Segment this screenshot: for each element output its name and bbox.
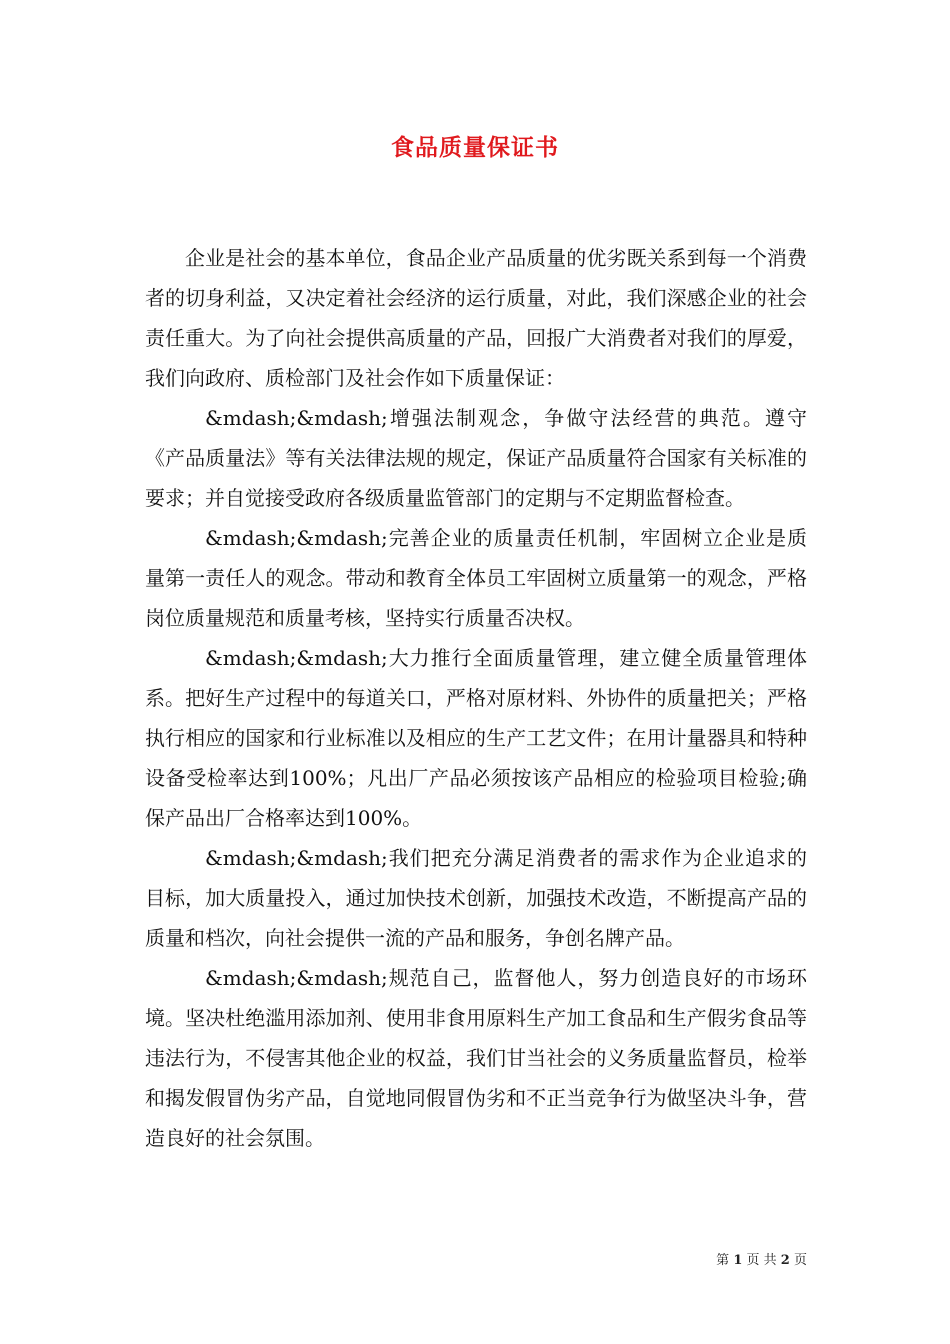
- document-title: 食品质量保证书: [391, 134, 559, 161]
- commitment-paragraph-5: &mdash;&mdash;规范自己，监督他人，努力创造良好的市场环境。坚决杜绝滥用添加剂、使用非食用原料生产加工食品和生产假劣食品等违法行为，不侵害其他企业的权益，我们甘当社会的义务质量监督员，检举和揭发假冒伪劣产品，自觉地同假冒伪劣和不正当竞争行为做坚决斗争，营造良好的社会氛围。: [145, 966, 807, 1150]
- intro-paragraph: 企业是社会的基本单位，食品企业产品质量的优劣既关系到每一个消费者的切身利益，又决定着社会经济的运行质量，对此，我们深感企业的社会责任重大。为了向社会提供高质量的产品，回报广大消费者对我们的厚爱，我们向政府、质检部门及社会作如下质量保证：: [145, 246, 807, 390]
- commitment-paragraph-3: &mdash;&mdash;大力推行全面质量管理，建立健全质量管理体系。把好生产过程中的每道关口，严格对原材料、外协件的质量把关；严格执行相应的国家和行业标准以及相应的生产工艺文件；在用计量器具和特种设备受检率达到100%；凡出厂产品必须按该产品相应的检验项目检验;确保产品出厂合格率达到100%。: [145, 646, 807, 830]
- commitment-paragraph-1: &mdash;&mdash;增强法制观念，争做守法经营的典范。遵守《产品质量法》等有关法律法规的规定，保证产品质量符合国家有关标准的要求；并自觉接受政府各级质量监管部门的定期与不定期监督检查。: [145, 406, 807, 510]
- commitment-paragraph-4: &mdash;&mdash;我们把充分满足消费者的需求作为企业追求的目标，加大质量投入，通过加快技术创新，加强技术改造，不断提高产品的质量和档次，向社会提供一流的产品和服务，争创名牌产品。: [145, 846, 807, 950]
- footer-prefix: 第: [716, 1253, 730, 1268]
- footer-suffix: 页: [793, 1253, 807, 1268]
- commitment-paragraph-2: &mdash;&mdash;完善企业的质量责任机制，牢固树立企业是质量第一责任人的观念。带动和教育全体员工牢固树立质量第一的观念，严格岗位质量规范和质量考核，坚持实行质量否决权。: [145, 526, 807, 630]
- document-body: [145, 238, 807, 1158]
- footer-middle: 页 共: [746, 1253, 777, 1268]
- page-footer: [716, 1252, 807, 1270]
- current-page-number: 1: [733, 1253, 743, 1268]
- total-page-number: 2: [780, 1253, 790, 1268]
